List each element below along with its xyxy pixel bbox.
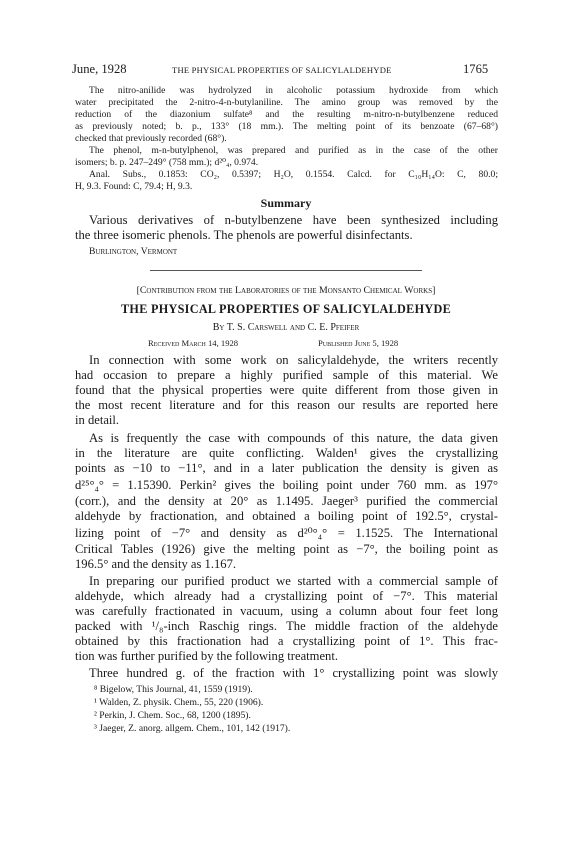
prev-para1-line: The nitro-anilide was hydrolyzed in alcoholic potassium hydroxide from which [89,85,498,96]
body-line: was carefully fractionated in vacuum, using a column about four feet long [75,604,498,618]
body-line: Critical Tables (1926) give the melting point as −7°, the boiling point as [75,542,498,556]
location: Burlington, Vermont [89,246,178,257]
body-line: In preparing our purified product we started with a commercial sample of [89,574,498,588]
body-line: found that the physical properties were quite different from those given in [75,383,498,397]
footnote: ² Perkin, J. Chem. Soc., 68, 1200 (1895). [94,710,251,721]
body-line: in detail. [75,413,120,427]
header-page-number: 1765 [463,62,489,76]
body-line: Three hundred g. of the fraction with 1° crystallizing point was slowly [89,666,498,680]
prev-para1-line: water precipitated the 2-nitro-4-n-butylaniline. The amino group was removed by the [75,97,498,108]
prev-analysis-line: H, 9.3. Found: C, 79.4; H, 9.3. [75,181,193,192]
prev-para2-line: The phenol, m-n-butylphenol, was prepared and purified as in the case of the other [89,145,498,156]
summary-line: the three isomeric phenols. The phenols are powerful disinfectants. [75,228,413,242]
article-title: THE PHYSICAL PROPERTIES OF SALICYLALDEHYDE [120,302,451,316]
body-line: tion was further purified by the following treatment. [75,649,338,663]
footnote: ³ Jaeger, Z. anorg. allgem. Chem., 101, 142 (1917). [94,723,291,734]
footnote: ⁸ Bigelow, This Journal, 41, 1559 (1919). [94,684,253,695]
prev-analysis-line: Anal. Subs., 0.1853: CO₂, 0.5397; H₂O, 0.1554. Calcd. for C₁₀H₁₄O: C, 80.0; [89,169,498,180]
body-line: the most recent literature and for this reason our results are reported here [75,398,498,412]
body-line: 196.5° and the density as 1.167. [75,557,237,571]
header-date: June, 1928 [72,62,127,76]
prev-para1-line: reduction of the diazonium sulfate⁸ and the resulting m-nitro-n-butylbenzene reduced [75,109,498,120]
body-line: As is frequently the case with compounds of this nature, the data given [89,431,498,445]
body-line: in the literature are quite conflicting. Walden¹ gives the crystallizing [75,446,498,460]
body-line: packed with ¹/₈-inch Raschig rings. The middle fraction of the aldehyde [75,619,498,633]
body-line: had occasion to prepare a highly purified sample of this material. We [75,368,498,382]
body-line: (corr.), and the density at 20° as 1.1495. Jaeger³ purified the commercial [75,494,498,508]
body-line: aldehyde by fractionation, and obtained a boiling point of 192.5°, crystal- [75,509,498,523]
authors: By T. S. Carswell and C. E. Pfeifer [212,322,360,333]
received-date: Received March 14, 1928 [148,338,239,348]
footnote: ¹ Walden, Z. physik. Chem., 55, 220 (1906). [94,697,264,708]
contribution-line: [Contribution from the Laboratories of the Monsanto Chemical Works] [136,285,436,296]
summary-line: Various derivatives of n-butylbenzene have been synthesized including [89,213,498,227]
prev-para1-line: as previously noted; b. p., 133° (18 mm.). The melting point of its benzoate (67–68°) [75,121,498,132]
body-line: points as −10 to −11°, and in a later publication the density is given as [75,461,498,475]
published-date: Published June 5, 1928 [318,338,399,348]
summary-heading: Summary [260,196,312,210]
body-line: obtained by this fractionation had a crystallizing point of 1°. This frac- [75,634,498,648]
body-line: d²⁵°₄° = 1.15390. Perkin² gives the boiling point under 760 mm. as 197° [75,478,498,492]
prev-para1-line: checked that previously recorded (68°). [75,133,227,144]
header-running-title: THE PHYSICAL PROPERTIES OF SALICYLALDEHYDE [172,65,392,75]
body-line: aldehyde, which already had a crystallizing point of −7°. This material [75,589,498,603]
body-line: lizing point of −7° and density as d²⁰°₄° = 1.1525. The International [75,526,498,540]
body-line: In connection with some work on salicylaldehyde, the writers recently [89,353,498,367]
section-divider [150,270,422,271]
prev-para2-line: isomers; b. p. 247–249° (758 mm.); d²⁰₄, 0.974. [75,157,259,168]
